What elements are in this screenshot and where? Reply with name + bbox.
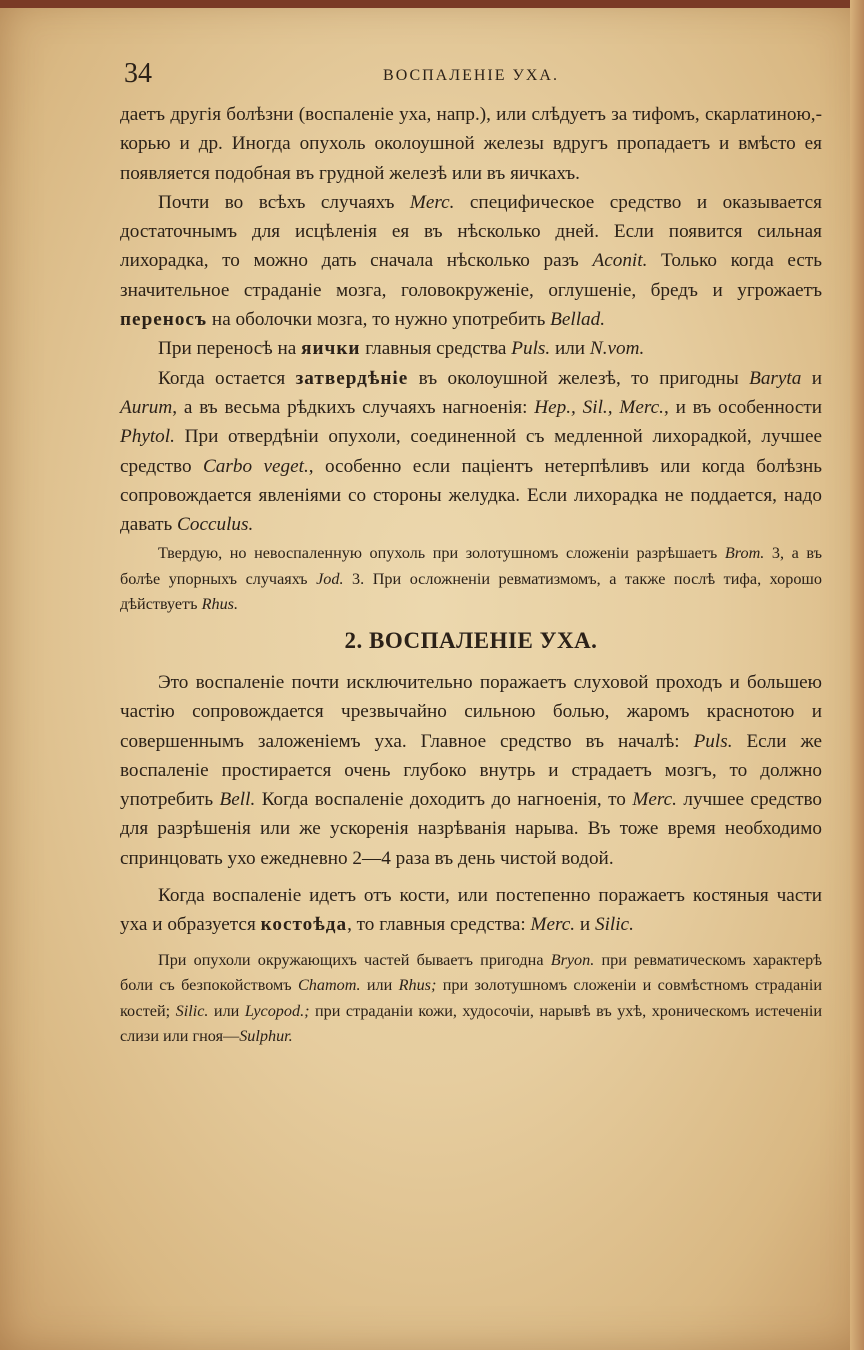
remedy-hep-sil-merc: Hep., Sil., Merc. (534, 396, 664, 418)
remedy-chamom: Chamom. (297, 976, 361, 995)
remedy-baryta: Baryta (749, 367, 802, 389)
remedy-cocculus: Cocculus. (177, 514, 254, 536)
paragraph-5: Это воспаленіе почти исключительно поражаетъ слуховой проходъ и большею частію сопровождается чрезвычайно сильною болью, жаромъ краснотою и совершеннымъ заложеніемъ уха. Главное средство въ началѣ: Puls. Если же воспаленіе простирается очень глубоко внутрь и страдаетъ мозгъ, то должно употребить Bell. Когда воспаленіе доходитъ до нагноенія, то Merc. лучшее средство для разрѣшенія или же ускоренія назрѣванія нарыва. Въ тоже время необходимо спринцовать ухо ежедневно 2—4 раза въ день чистой водой. (120, 671, 822, 869)
paragraph-2: Почти во всѣхъ случаяхъ Merc. специфическое средство и оказывается достаточнымъ для исцѣленія ея въ нѣсколько дней. Если появится сильная лихорадка, то можно дать сначала нѣсколько разъ Aconit. Только когда есть значительное страданіе мозга, головокруженіе, оглушеніе, бредъ и угрожаетъ переносъ на оболочки мозга, то нужно употребить Bellad. (120, 191, 823, 331)
note-2: При опухоли окружающихъ частей бываетъ пригодна Bryon. при ревматическомъ характерѣ боли съ безпокойствомъ Chamom. или Rhus; при золотушномъ сложеніи и совмѣстномъ страданіи костей; Silic. или Lycopod.; при страданіи кожи, худосочіи, нарывѣ въ ухѣ, хроническомъ истеченіи слизи или гноя—Sulphur. (120, 950, 822, 1046)
remedy-rhus: Rhus; (398, 976, 437, 995)
remedy-merc: Merc. (530, 914, 576, 936)
remedy-bellad: Bellad. (550, 309, 606, 331)
remedy-carbo-veget: Carbo veget. (203, 455, 309, 477)
remedy-merc: Merc. (409, 191, 455, 213)
remedy-bryon: Bryon. (550, 950, 595, 969)
remedy-nvom: N.vom. (589, 338, 645, 360)
page-header (120, 58, 822, 98)
remedy-merc: Merc. (632, 789, 677, 811)
remedy-aurum: Aurum (120, 396, 173, 418)
remedy-aconit: Aconit. (592, 250, 648, 272)
remedy-bell: Bell. (219, 789, 256, 811)
remedy-silic: Silic. (594, 914, 634, 936)
remedy-lycopod: Lycopod.; (244, 1001, 310, 1020)
emphasis-kostoeda: костоѣда (260, 914, 348, 936)
remedy-puls: Puls. (511, 338, 551, 360)
emphasis-perenos: переносъ (120, 309, 208, 331)
running-title: ВОСПАЛЕНІЕ УХА. (383, 67, 559, 84)
paragraph-4: Когда остается затвердѣніе въ околоушной железѣ, то пригодны Baryta и Aurum, а въ весьма рѣдкихъ случаяхъ нагноенія: Hep., Sil., Merc., и въ особенности Phytol. При отвердѣніи опухоли, соединенной съ медленной лихорадкой, лучшее средство Carbo veget., особенно если паціентъ нетерпѣливъ или когда болѣзнь сопровождается явленіями со стороны желудка. Если лихорадка не поддается, надо давать Cocculus. (120, 367, 822, 536)
remedy-puls: Puls. (693, 730, 733, 752)
page-right-edge (850, 0, 864, 1350)
emphasis-yaichki: яички (301, 338, 361, 360)
remedy-rhus: Rhus. (201, 595, 239, 614)
remedy-brom: Brom. (724, 544, 765, 563)
remedy-jod: Jod. (316, 569, 344, 588)
paragraph-1: даетъ другія болѣзни (воспаленіе уха, напр.), или слѣдуетъ за тифомъ, скарлатиною,- корью и др. Иногда опухоль околоушной железы вдругъ пропадаетъ и вмѣсто ея появляется подобная въ грудной железѣ или въ яичкахъ. (120, 104, 822, 184)
remedy-sulphur: Sulphur. (239, 1027, 293, 1046)
remedy-phytol: Phytol. (120, 426, 175, 448)
page-number: 34 (124, 58, 152, 89)
paragraph-3: При переносѣ на яички главныя средства Puls. или N.vom. (158, 338, 645, 360)
section-title: 2. ВОСПАЛЕНІЕ УХА. (344, 627, 598, 653)
emphasis-zatverdenie: затвердѣніе (295, 367, 409, 389)
note-1: Твердую, но невоспаленную опухоль при золотушномъ сложеніи разрѣшаетъ Brom. 3, а въ болѣе упорныхъ случаяхъ Jod. 3. При осложненіи ревматизмомъ, а также послѣ тифа, хорошо дѣйствуетъ Rhus. (120, 544, 822, 614)
page-content (120, 58, 822, 1050)
remedy-silic: Silic. (175, 1001, 209, 1020)
paragraph-6: Когда воспаленіе идетъ отъ кости, или постепенно поражаетъ костяныя части уха и образуется костоѣда, то главныя средства: Merc. и Silic. (120, 885, 822, 936)
page-top-edge (0, 0, 864, 8)
